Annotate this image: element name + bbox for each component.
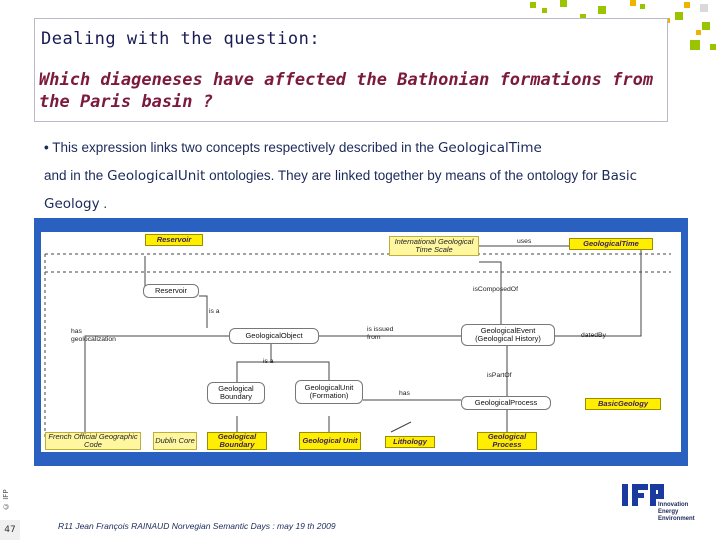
left-margin-band (0, 0, 32, 540)
slide-number: 47 (0, 520, 20, 540)
node-reservoir: Reservoir (143, 284, 199, 298)
body-text-part2: and in the (44, 168, 108, 183)
node-geological-object: GeologicalObject (229, 328, 319, 344)
intro-heading: Dealing with the question: (41, 29, 321, 49)
node-geological-unit-ontology: Geological Unit (299, 432, 361, 450)
node-geological-process: GeologicalProcess (461, 396, 551, 410)
node-geological-unit: GeologicalUnit (Formation) (295, 380, 363, 404)
node-geological-boundary: Geological Boundary (207, 382, 265, 404)
edge-label-is-issued-from: is issued from (367, 326, 394, 341)
term-geological-time: GeologicalTime (437, 140, 542, 156)
diagram-canvas (41, 232, 681, 452)
node-geological-time-ontology: GeologicalTime (569, 238, 653, 250)
node-geological-boundary-ontology: Geological Boundary (207, 432, 267, 450)
node-lithology-ontology: Lithology (385, 436, 435, 448)
node-international-time-scale: International Geological Time Scale (389, 236, 479, 256)
question-box (34, 18, 668, 122)
edge-label-dated-by: datedBy (581, 332, 606, 339)
body-paragraph (44, 134, 684, 218)
node-french-official-code: French Official Geographic Code (45, 432, 141, 450)
edge-label-uses: uses (517, 238, 532, 245)
node-reservoir-ontology: Reservoir (145, 234, 203, 246)
footer-text: R11 Jean François RAINAUD Norvegian Semantic Days : may 19 th 2009 (58, 521, 336, 531)
edge-label-is-a-2: is a (263, 358, 274, 365)
body-text-part1: This expression links two concepts respectively described in the (52, 140, 438, 155)
logo-line-energy: Energy (658, 509, 679, 515)
edge-label-is-part-of: isPartOf (487, 372, 512, 379)
node-geological-event: GeologicalEvent (Geological History) (461, 324, 555, 346)
edge-label-has-geolocalization: has geolocalization (71, 328, 116, 343)
body-text-part3: ontologies. They are linked together by means of the ontology for (205, 168, 602, 183)
edge-line (271, 362, 329, 382)
term-basic-geology: Basic Geology (44, 168, 638, 212)
logo-caption (658, 502, 695, 523)
term-geological-unit: GeologicalUnit (107, 168, 206, 184)
edge-label-has: has (399, 390, 410, 397)
logo-line-environment: Environment (658, 516, 695, 522)
body-text-part4: . (99, 196, 108, 211)
copyright-note: © IFP (2, 489, 10, 510)
node-basic-geology-ontology: BasicGeology (585, 398, 661, 410)
edge-line (391, 422, 411, 432)
edge-line (199, 296, 207, 328)
diagram-edges (41, 232, 681, 452)
node-dublin-core: Dublin Core (153, 432, 197, 450)
edge-label-is-a-1: is a (209, 308, 220, 315)
node-geological-process-ontology: Geological Process (477, 432, 537, 450)
bullet-marker: • (44, 140, 49, 155)
question-heading: Which diageneses have affected the Bathonian formations from the Paris basin ? (39, 70, 654, 112)
logo-line-innovation: Innovation (658, 502, 689, 508)
ontology-diagram (34, 218, 688, 466)
edge-line (555, 246, 641, 336)
edge-label-is-composed-of: isComposedOf (473, 286, 518, 293)
